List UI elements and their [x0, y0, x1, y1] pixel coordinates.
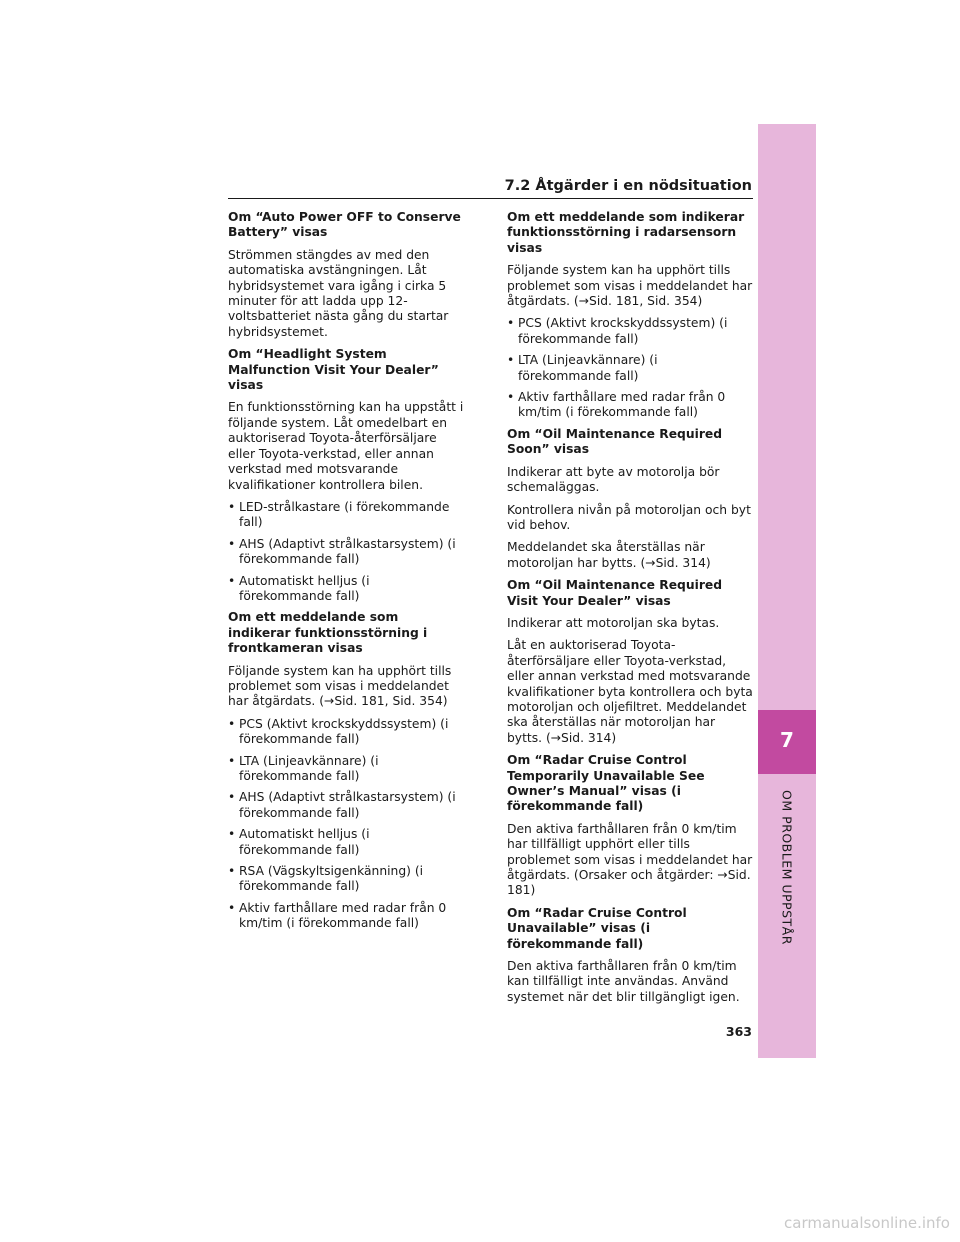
paragraph-radar-cruise-unavailable: Den aktiva farthållaren från 0 km/tim kan tillfälligt inte användas. Använd systemet när det blir tillgängligt igen. — [507, 959, 740, 1004]
heading-front-camera: Om ett meddelande som indikerar funktionsstörning i frontkameran visas — [228, 610, 428, 656]
heading-radar-cruise-temporarily: Om “Radar Cruise Control Temporarily Unavailable See Owner’s Manual” visas (i förekommande fall) — [507, 753, 705, 814]
paragraph-radar-sensor: Följande system kan ha upphört tills problemet som visas i meddelandet har åtgärdats. (→Sid. 181, Sid. 354) — [507, 263, 753, 309]
paragraph-radar-cruise-temporarily: Den aktiva farthållaren från 0 km/tim har tillfälligt upphört eller tills problemet som visas i meddelandet har åtgärdats. (Orsaker och åtgärder: →Sid. 181) — [507, 821, 753, 898]
list-item: • Automatiskt helljus (i förekommande fall) — [228, 574, 464, 605]
section-title: 7.2 Åtgärder i en nödsituation — [504, 178, 752, 194]
heading-radar-sensor: Om ett meddelande som indikerar funktionsstörning i radarsensorn visas — [507, 210, 745, 255]
list-item: • Aktiv farthållare med radar från 0 km/tim (i förekommande fall) — [507, 390, 753, 421]
paragraph-oil-visit-dealer-2: Låt en auktoriserad Toyota-återförsäljare eller Toyota-verkstad, eller annan verkstad med motsvarande kvalifikationer byta kontrollera och byta motoroljan och oljefiltret. Meddelandet ska återställas när motoroljan har bytts. (→Sid. 314) — [507, 638, 753, 745]
heading-oil-soon: Om “Oil Maintenance Required Soon” visas — [507, 426, 723, 457]
list-item: • Automatiskt helljus (i förekommande fall) — [228, 827, 464, 858]
header-divider — [228, 198, 753, 199]
list-item: • LTA (Linjeavkännare) (i förekommande fall) — [507, 353, 753, 384]
list-item: • PCS (Aktivt krockskyddssystem) (i förekommande fall) — [228, 717, 464, 748]
paragraph-oil-visit-dealer-1: Indikerar att motoroljan ska bytas. — [507, 615, 720, 630]
chapter-number: 7 — [780, 728, 794, 752]
heading-radar-cruise-unavailable: Om “Radar Cruise Control Unavailable” visas (i förekommande fall) — [507, 905, 687, 951]
chapter-label: OM PROBLEM UPPSTÅR — [779, 790, 795, 945]
list-item: • PCS (Aktivt krockskyddssystem) (i förekommande fall) — [507, 316, 753, 347]
heading-auto-power-off: Om “Auto Power OFF to Conserve Battery” visas — [228, 210, 461, 240]
watermark: carmanualsonline.info — [784, 1214, 950, 1232]
list-radar-sensor-systems — [507, 316, 753, 420]
paragraph-oil-soon-3: Meddelandet ska återställas när motoroljan har bytts. (→Sid. 314) — [507, 540, 711, 570]
list-item: • AHS (Adaptivt strålkastarsystem) (i förekommande fall) — [228, 790, 464, 821]
list-item: • RSA (Vägskyltsigenkänning) (i förekommande fall) — [228, 864, 464, 895]
page-number: 363 — [725, 1024, 752, 1039]
list-headlight-systems — [228, 500, 464, 604]
paragraph-oil-soon-2: Kontrollera nivån på motoroljan och byt vid behov. — [507, 502, 751, 532]
list-item: • LED-strålkastare (i förekommande fall) — [228, 500, 464, 531]
paragraph-headlight-malfunction: En funktionsstörning kan ha uppstått i följande system. Låt omedelbart en auktoriserad Toyota-återförsäljare eller Toyota-verkstad, eller annan verkstad med motsvarande kvalifikationer kontrollera bilen. — [228, 400, 464, 492]
paragraph-auto-power-off: Strömmen stängdes av med den automatiska avstängningen. Låt hybridsystemet vara igång i cirka 5 minuter för att ladda upp 12-voltsbatteriet nästa gång du startar hybridsystemet. — [228, 247, 449, 339]
left-column — [228, 210, 464, 938]
right-column — [507, 210, 753, 1012]
paragraph-front-camera: Följande system kan ha upphört tills problemet som visas i meddelandet har åtgärdats. (→Sid. 181, Sid. 354) — [228, 663, 452, 709]
heading-headlight-malfunction: Om “Headlight System Malfunction Visit Your Dealer” visas — [228, 347, 439, 393]
list-front-camera-systems — [228, 717, 464, 932]
list-item: • LTA (Linjeavkännare) (i förekommande fall) — [228, 754, 464, 785]
paragraph-oil-soon-1: Indikerar att byte av motorolja bör schemaläggas. — [507, 464, 720, 495]
list-item: • AHS (Adaptivt strålkastarsystem) (i förekommande fall) — [228, 537, 464, 568]
heading-oil-visit-dealer: Om “Oil Maintenance Required Visit Your Dealer” visas — [507, 578, 723, 608]
list-item: • Aktiv farthållare med radar från 0 km/tim (i förekommande fall) — [228, 901, 464, 932]
